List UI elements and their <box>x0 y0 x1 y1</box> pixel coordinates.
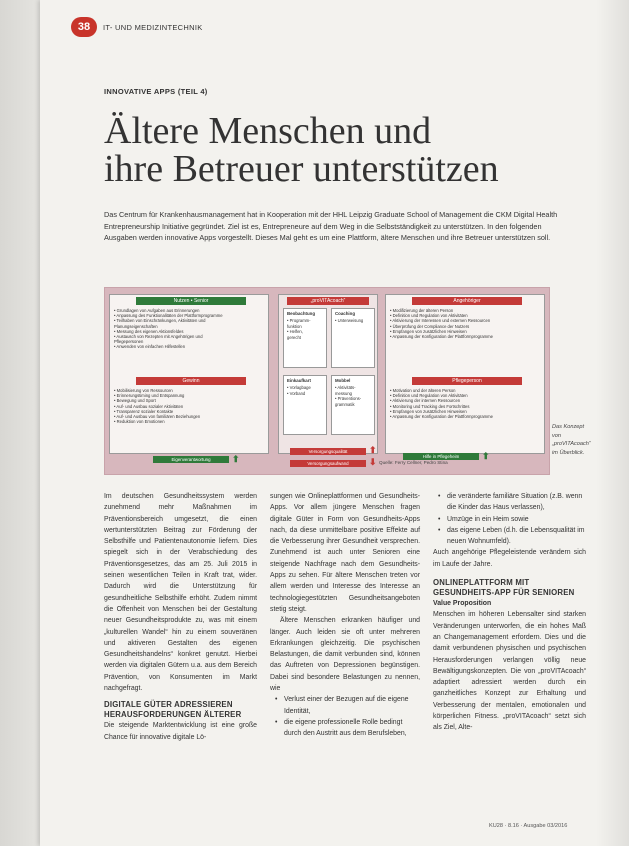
arrow-up-icon: ⬆ <box>482 451 490 461</box>
diagram-list-item: • Definition und Regulation von Aktivitäten <box>390 313 468 319</box>
right-panel-list-2 <box>390 388 493 419</box>
paragraph: Auch angehörige Pflegeleistende verändern sich im Laufe der Jahre. <box>433 549 586 568</box>
right-panel-list <box>390 308 493 339</box>
right-panel-head: Angehöriger <box>412 297 522 305</box>
center-panel <box>278 294 378 454</box>
center-cell-title: Coaching <box>335 311 356 316</box>
bar-left: Eigenverantwortung <box>153 456 229 463</box>
diagram-list-item: • Austausch von Rezepten mit Angehörigen und <box>114 334 203 340</box>
subheading: DIGITALE GÜTER ADRESSIEREN HERAUSFORDERUNGEN ÄLTERER <box>104 700 242 720</box>
diagram-list-item: • Teilhaben von Einschränkungen, Aktivitäten und <box>114 318 206 324</box>
paragraph: sungen wie Onlineplattformen und Gesundheits-Apps. Vor allem jüngere Menschen fragen digitale Güter in Form von Gesundheits-Apps nach, da diese unmittelbare positive Effekte auf die Verbesserung ihrer Gesundheit versprechen. Zunehmend ist auch unter Senioren eine steigende Nachfrage nach dem Gesundheits-Apps zu sehen. Für ältere Menschen treten vor allem werden und Interesse des Interesse an technologiegestützten Gesundheitsangeboten stetig steigt. <box>270 493 420 613</box>
diagram-credit: Quelle: Ferry Cellner, Pedro Stina <box>379 460 448 465</box>
diagram-list-item: • Erinnerungstiming und Entspannung <box>114 393 185 399</box>
center-cell-title: Beobachtung <box>287 311 316 316</box>
paragraph: Die steigende Marktentwicklung ist eine große Chance für innovative digitale Lö- <box>104 722 257 741</box>
arrow-down-icon: ⬇ <box>369 457 377 467</box>
center-cell-title: Mobbel <box>335 378 351 383</box>
diagram-list-item: • Definition und Regulation von Aktivitäten <box>390 393 468 399</box>
center-head: „proVITAcoach“ <box>287 297 369 305</box>
sub-subheading: Value Proposition <box>433 600 492 608</box>
diagram-list-item: • Mobilisierung von Ressourcen <box>114 388 173 393</box>
concept-diagram <box>104 287 550 475</box>
arrow-up-icon: ⬆ <box>369 445 377 455</box>
diagram-list-item: • Anpassung des Funktionalitäten der Plattformprogramme <box>114 313 223 319</box>
article-lead: Das Centrum für Krankenhausmanagement hat in Kooperation mit der HHL Leipzig Graduate School of Management die CKM Digital Health Entrepreneurship Initiative gegründet. Ziel ist es, Entrepreneure auf dem Weg in die Selbstständigkeit zu unterstützen. In den folgenden Ausgaben werden innovative Apps vorgestellt. Dieses Mal geht es um eine Plattform, ältere Menschen und ihre Betreuer unterstützen soll. <box>104 210 558 242</box>
arrow-up-icon: ⬆ <box>232 454 240 464</box>
text-column-3 <box>433 491 586 734</box>
diagram-list-item: Planungseigenschaften <box>114 323 158 329</box>
diagram-caption: Das Konzept von „proVITAcoach“ im Überblick. <box>552 424 591 456</box>
center-cell-body: • Aktivitäts- messung • Präventions- grammatik <box>335 385 362 407</box>
bullet-list <box>270 694 420 739</box>
center-cell-3 <box>283 375 327 435</box>
diagram-list-item: • Transparenz sozialer Kontakte <box>114 408 174 414</box>
left-panel-head: Nutzen • Senior <box>136 297 246 305</box>
paragraph: Ältere Menschen erkranken häufiger und länger. Auch leiden sie oft unter mehreren Erkrankungen gleichzeitig. Die psychischen Belastungen, die damit verbunden sind, können das Auftreten von Depressionen begünstigen. Dabei sind besondere Belastungen zu nennen, wie <box>270 617 420 693</box>
left-panel-head-2: Gewinn <box>136 377 246 385</box>
text-column-1 <box>104 491 257 743</box>
title-line-1: Ältere Menschen und <box>104 110 432 152</box>
bar-mid-1: Versorgungsqualität <box>290 448 366 455</box>
center-cell-title: Einkaufkart <box>287 378 311 383</box>
article-title <box>104 112 574 188</box>
diagram-list-item: • Auf- und Ausbau sozialer Aktivitäten <box>114 403 184 409</box>
diagram-list-item: • Empfangen von zusätzlichen Hinweisen <box>390 328 467 334</box>
diagram-list-item: • Auf- und Ausbau von familiären Beziehungen <box>114 414 201 420</box>
diagram-list-item: • Überprüfung der Compliance der Nutzers <box>390 323 470 329</box>
center-cell-body: • Programm- funktion • Helfen, gerecht <box>287 318 311 340</box>
bar-mid-2: Versorgungsaufwand <box>290 460 366 467</box>
diagram-list-item: • Bewegung und Sport <box>114 398 156 404</box>
diagram-list-item: Pflegepersonen <box>114 339 144 345</box>
diagram-list-item: • Anwenden von einfachen Hilfestellen <box>114 344 186 350</box>
diagram-list-item: • Modifizierung der älteren Person <box>390 308 454 313</box>
right-panel-head-2: Pflegeperson <box>412 377 522 385</box>
center-cell-4 <box>331 375 375 435</box>
subheading: ONLINEPLATTFORM MIT GESUNDHEITS-APP FÜR SENIOREN <box>433 578 575 598</box>
diagram-list-item: • Motivation und der älteren Person <box>390 388 456 393</box>
page-number-badge: 38 <box>71 17 97 37</box>
page-header <box>71 17 203 37</box>
bar-right: Hilfe in Pflegeheim <box>403 453 479 460</box>
list-item: • Umzüge in ein Heim sowie <box>433 514 586 525</box>
gutter-shadow <box>596 0 629 846</box>
bullet-list <box>433 491 586 547</box>
paragraph: Im deutschen Gesundheitssystem werden zunehmend mehr Maßnahmen im Präventionsbereich umgesetzt, die einen wertunterstützten Beitrag zur Förderung der Selbsthilfe und Patientenautonomie liefern. Dies spiegelt sich in der Verabschiedung des Präventionsgesetzes, das am 25. Juli 2015 in seinen wesentlichen Teilen in Kraft trat, wider. Dadurch wird die Unterstützung für gesundheitliche Selbsthilfe erhöht. Zudem nimmt die Offenheit von Menschen bei der Gestaltung neuer Gesundheitsprodukte zu, was mit einem „kulturellen Wandel“ hin zu einem souveränen und aktiveren Gestalten des eigenen Gesundheitshandelns“ konkret genutzt. Hierbei werden via digitalen Gütern u.a. aus dem Bereich Prävention, von Konsumenten im Markt nachgefragt. <box>104 493 257 693</box>
diagram-list-item: • Aktivierung der Interessen und externen Ressourcen <box>390 318 491 324</box>
list-item: • die veränderte familiäre Situation (z.B. wenn die Kinder das Haus verlassen), <box>433 491 586 514</box>
diagram-list-item: • Empfangen von zusätzlichen Hinweisen <box>390 408 467 414</box>
center-cell-body: • Vorlagbage • Vorband <box>287 385 311 396</box>
page-edge <box>0 0 40 846</box>
title-line-2: ihre Betreuer unterstützen <box>104 148 499 190</box>
list-item: • Verlust einer der Bezugen auf die eigene Identität, <box>270 694 420 717</box>
text-column-2 <box>270 491 420 740</box>
section-label: IT- UND MEDIZINTECHNIK <box>103 22 203 32</box>
diagram-list-item: • Grundlagen von Aufgaben aus Erinnerungen <box>114 308 200 313</box>
page-footer: KU28 · 8.16 · Ausgabe 03/2016 <box>489 823 568 829</box>
diagram-list-item: • Anpassung der Konfiguration der Plattformprogramme <box>390 414 493 420</box>
paragraph: Menschen im höheren Lebensalter sind starken Veränderungen unterworfen, die ein hohes Maß an Changemanagement erfordern. Dies und die damit verbundenen physischen und psychischen Herausforderungen verlangen völlig neue Bewältigungskonzepten. Die von „proVITAcoach“ adaptiert adressiert werden durch ein ganzheitliches Konzept zur Erhaltung und Verbesserung der mentalen, emotionalen und körperlichen Fitness. „proVITAcoach“ setzt sich als Ziel, Alte- <box>433 611 586 732</box>
left-panel <box>109 294 269 454</box>
article-kicker: INNOVATIVE APPS (TEIL 4) <box>104 87 208 96</box>
list-item: • die eigene professionelle Rolle bedingt durch den Austritt aus dem Berufsleben, <box>270 717 420 740</box>
center-cell-2 <box>331 308 375 368</box>
right-panel <box>385 294 545 454</box>
list-item: • das eigene Leben (d.h. die Lebensqualität im neuen Wohnumfeld). <box>433 525 586 548</box>
center-cell-1 <box>283 308 327 368</box>
diagram-list-item: • Messung des eigenen Aktionsfeldes <box>114 328 184 334</box>
center-cell-body: • Unterweisung <box>335 318 364 323</box>
left-panel-list <box>114 308 223 350</box>
diagram-list-item: • Monitoring und Tracking des Fortschrittes <box>390 403 470 409</box>
diagram-list-item: • Anpassung der Konfiguration der Plattformprogramme <box>390 334 493 340</box>
diagram-list-item: • Aktivierung der internen Ressourcen <box>390 398 461 404</box>
left-panel-list-2 <box>114 388 200 424</box>
diagram-list-item: • Reduktion von Emotionen <box>114 419 165 425</box>
